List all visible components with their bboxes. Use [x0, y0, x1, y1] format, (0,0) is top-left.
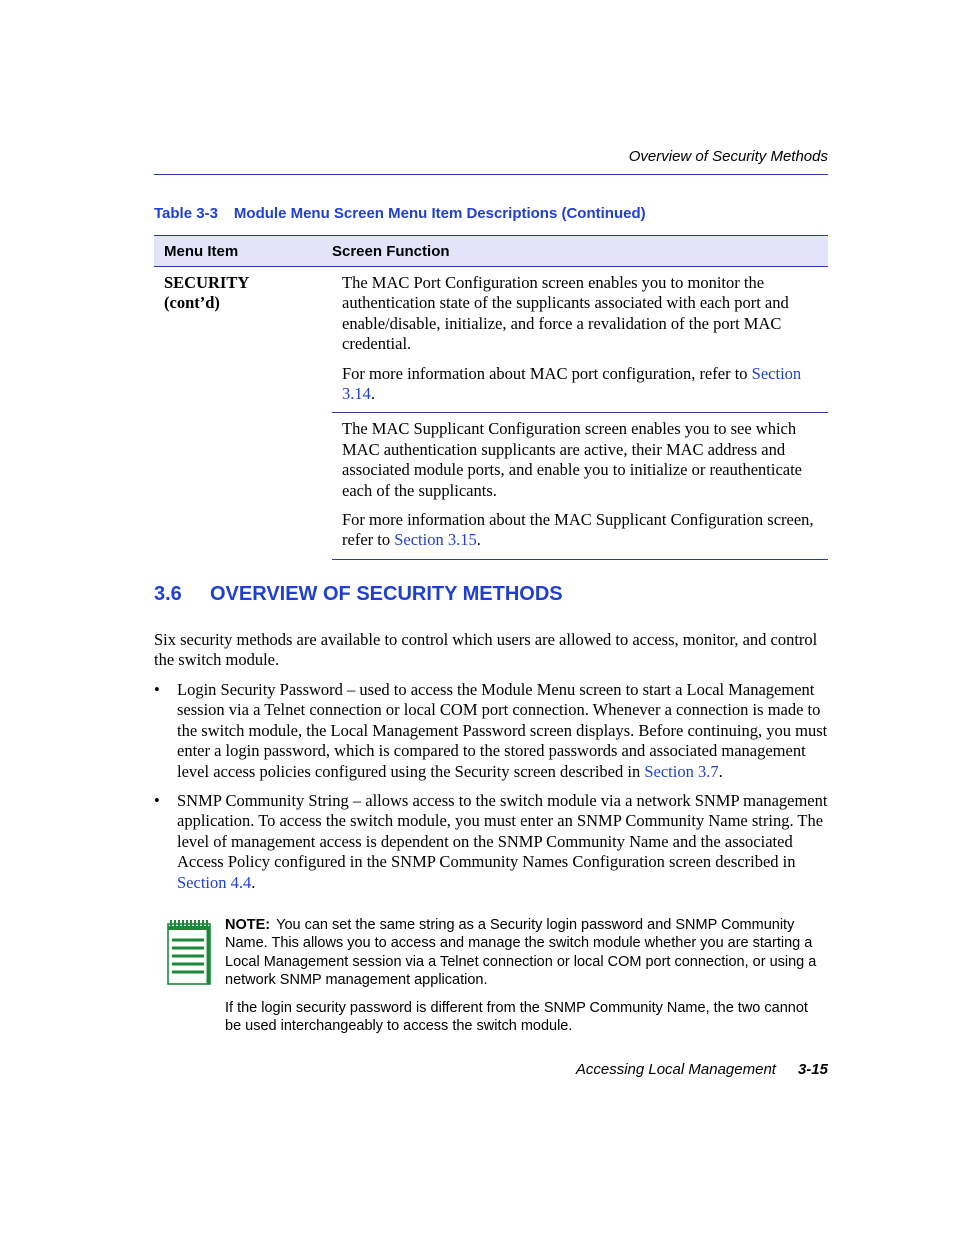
list-item [154, 680, 828, 782]
note-box [225, 916, 828, 1035]
more-info-suffix: . [476, 530, 481, 550]
menu-item-continued: (cont’d) [164, 293, 220, 312]
section-3-15-link[interactable]: Section 3.15 [394, 530, 477, 550]
column-header-menu-item: Menu Item [164, 242, 239, 260]
list-item [154, 791, 828, 893]
section-title: OVERVIEW OF SECURITY METHODS [210, 583, 563, 605]
table-caption-title: Module Menu Screen Menu Item Descriptions (Continued) [233, 205, 646, 222]
list-item-text: SNMP Community String – allows access to the switch module via a network SNMP management application. To access the switch module, you must enter an SNMP Community Name string. The level of management access is dependent on the SNMP Community Name and the associated Access Policy configured in the SNMP Community Names Configuration screen described in [177, 791, 828, 872]
security-methods-list [154, 680, 828, 893]
table-caption-number: Table 3-3 [154, 205, 218, 222]
more-info-suffix: . [370, 384, 375, 404]
section-intro-paragraph: Six security methods are available to control which users are allowed to access, monitor, and control the switch module. [154, 630, 818, 670]
section-3-7-link[interactable]: Section 3.7 [644, 761, 719, 781]
bullet-icon: • [154, 791, 160, 811]
note-label: NOTE: [225, 917, 271, 933]
footer-chapter-title: Accessing Local Management [575, 1061, 776, 1078]
bullet-icon: • [154, 680, 160, 699]
column-header-screen-function: Screen Function [332, 242, 450, 260]
mac-supplicant-more-info [342, 510, 818, 551]
more-info-text: For more information about the MAC Supplicant Configuration screen, refer to [342, 510, 814, 550]
screen-function-cell-mac-supplicant [332, 413, 828, 559]
menu-item-table [154, 235, 828, 560]
mac-port-description: The MAC Port Configuration screen enables you to monitor the authentication state of the supplicants associated with each port and enable/disable, initialize, and force a revalidation of the port MAC credential. [342, 273, 789, 354]
section-4-4-link[interactable]: Section 4.4 [177, 872, 252, 892]
page-footer [154, 1061, 828, 1079]
running-header: Overview of Security Methods [628, 148, 828, 165]
list-item-text: Login Security Password – used to access the Module Menu screen to start a Local Management session via a Telnet connection or local COM port connection. Whenever a connection is made to the switch module, the Local Management Password screen displays. Before continuing, you must enter a login password, which is compared to the stored passwords and associated management level access policies configured using the Security screen described in [177, 680, 828, 781]
table-row [154, 267, 828, 560]
note-paragraph [225, 916, 828, 990]
menu-item-cell [154, 267, 332, 560]
table-caption [154, 205, 646, 223]
note-text: You can set the same string as a Security login password and SNMP Community Name. This allows you to access and manage the switch module whether you are starting a Local Management session via a Telnet connection or local COM port connection, or using a network SNMP management application. [225, 917, 817, 989]
section-heading [154, 582, 563, 606]
header-rule [154, 174, 828, 175]
mac-port-more-info [342, 364, 818, 405]
section-number: 3.6 [154, 583, 182, 605]
menu-item-name: SECURITY [164, 273, 250, 292]
more-info-text: For more information about MAC port configuration, refer to [342, 363, 752, 383]
note-paragraph-2: If the login security password is different from the SNMP Community Name, the two cannot be used interchangeably to access the switch module. [225, 999, 808, 1035]
list-item-suffix: . [251, 872, 256, 892]
screen-function-column [332, 267, 828, 560]
mac-supplicant-description: The MAC Supplicant Configuration screen enables you to see which MAC authentication supplicants are active, their MAC address and associated module ports, and enable you to initialize or reauthenticate each of the supplicants. [342, 419, 803, 500]
notepad-icon [166, 918, 212, 986]
section-3-14-link[interactable]: Section 3.14 [342, 363, 802, 404]
table-header-row [154, 235, 828, 267]
page-number: 3-15 [797, 1061, 828, 1078]
screen-function-cell-mac-port [332, 267, 828, 413]
list-item-suffix: . [718, 761, 723, 781]
